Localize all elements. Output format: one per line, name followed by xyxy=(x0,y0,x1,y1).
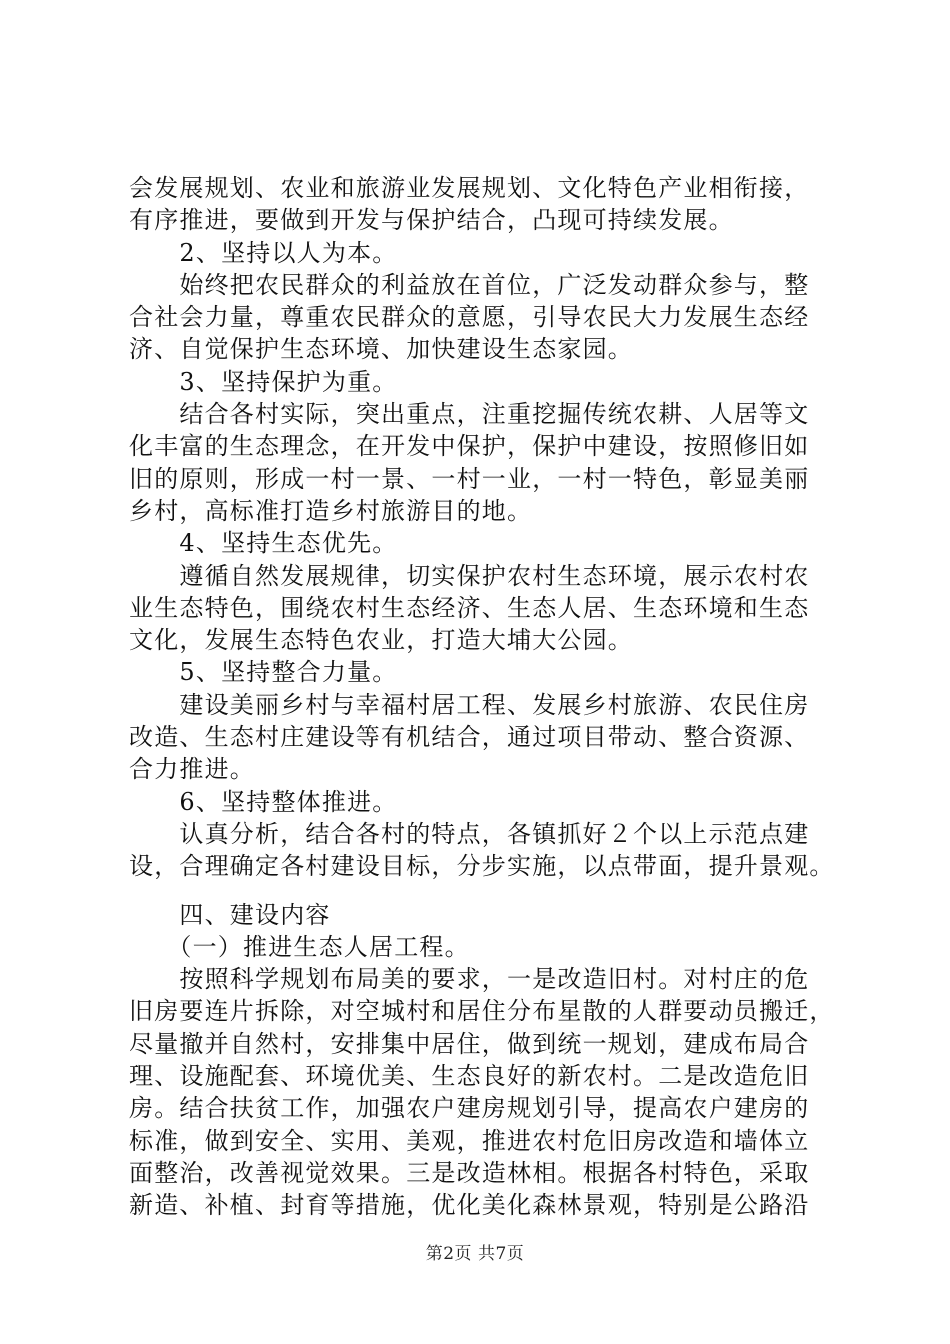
page-footer: 第2页 共7页 xyxy=(425,1244,525,1264)
text-line: 化丰富的生态理念，在开发中保护，保护中建设，按照修旧如 xyxy=(129,432,810,461)
list-heading: 4、坚持生态优先。 xyxy=(129,529,398,558)
text-line: 始终把农民群众的利益放在首位，广泛发动群众参与，整 xyxy=(129,270,810,299)
text-line: 乡村，高标准打造乡村旅游目的地。 xyxy=(129,496,533,525)
list-heading: 2、坚持以人为本。 xyxy=(129,238,398,267)
text-line: 会发展规划、农业和旅游业发展规划、文化特色产业相衔接， xyxy=(129,174,810,202)
text-line: 建设美丽乡村与幸福村居工程、发展乡村旅游、农民住房 xyxy=(129,690,810,719)
text-line: 文化，发展生态特色农业，打造大埔大公园。 xyxy=(129,626,633,655)
section-heading: 四、建设内容 xyxy=(129,900,331,929)
subsection-heading: （一）推进生态人居工程。 xyxy=(129,932,470,961)
text-line: 设，合理确定各村建设目标，分步实施，以点带面，提升景观。 xyxy=(129,852,835,881)
list-heading: 3、坚持保护为重。 xyxy=(129,367,398,396)
text-line: 面整治，改善视觉效果。三是改造林相。根据各村特色，采取 xyxy=(129,1158,810,1187)
section-spacer xyxy=(129,883,849,899)
text-line: 认真分析，结合各村的特点，各镇抓好２个以上示范点建 xyxy=(129,819,810,848)
text-line: 结合各村实际，突出重点，注重挖掘传统农耕、人居等文 xyxy=(129,400,810,429)
text-line: 房。结合扶贫工作，加强农户建房规划引导，提高农户建房的 xyxy=(129,1094,810,1123)
text-line: 遵循自然发展规律，切实保护农村生态环境，展示农村农 xyxy=(129,561,810,590)
text-line: 新造、补植、封育等措施，优化美化森林景观，特别是公路沿 xyxy=(129,1191,810,1220)
text-line: 合力推进。 xyxy=(129,755,255,784)
text-line: 有序推进，要做到开发与保护结合，凸现可持续发展。 xyxy=(129,206,734,235)
list-heading: 6、坚持整体推进。 xyxy=(129,787,398,816)
text-line: 标准，做到安全、实用、美观，推进农村危旧房改造和墙体立 xyxy=(129,1126,810,1155)
text-line: 尽量撤并自然村，安排集中居住，做到统一规划，建成布局合 xyxy=(129,1029,810,1058)
list-heading: 5、坚持整合力量。 xyxy=(129,658,398,687)
text-line: 合社会力量，尊重农民群众的意愿，引导农民大力发展生态经 xyxy=(129,303,810,332)
text-line: 旧房要连片拆除，对空城村和居住分布星散的人群要动员搬迁， xyxy=(129,997,835,1026)
text-line: 济、自觉保护生态环境、加快建设生态家园。 xyxy=(129,335,633,364)
text-line: 理、设施配套、环境优美、生态良好的新农村。二是改造危旧 xyxy=(129,1062,810,1091)
text-line: 改造、生态村庄建设等有机结合，通过项目带动、整合资源、 xyxy=(129,723,810,752)
text-line: 旧的原则，形成一村一景、一村一业，一村一特色，彰显美丽 xyxy=(129,464,810,493)
text-line: 按照科学规划布局美的要求，一是改造旧村。对村庄的危 xyxy=(129,965,810,994)
text-line: 业生态特色，围绕农村生态经济、生态人居、生态环境和生态 xyxy=(129,593,810,622)
body-text xyxy=(129,172,849,1222)
